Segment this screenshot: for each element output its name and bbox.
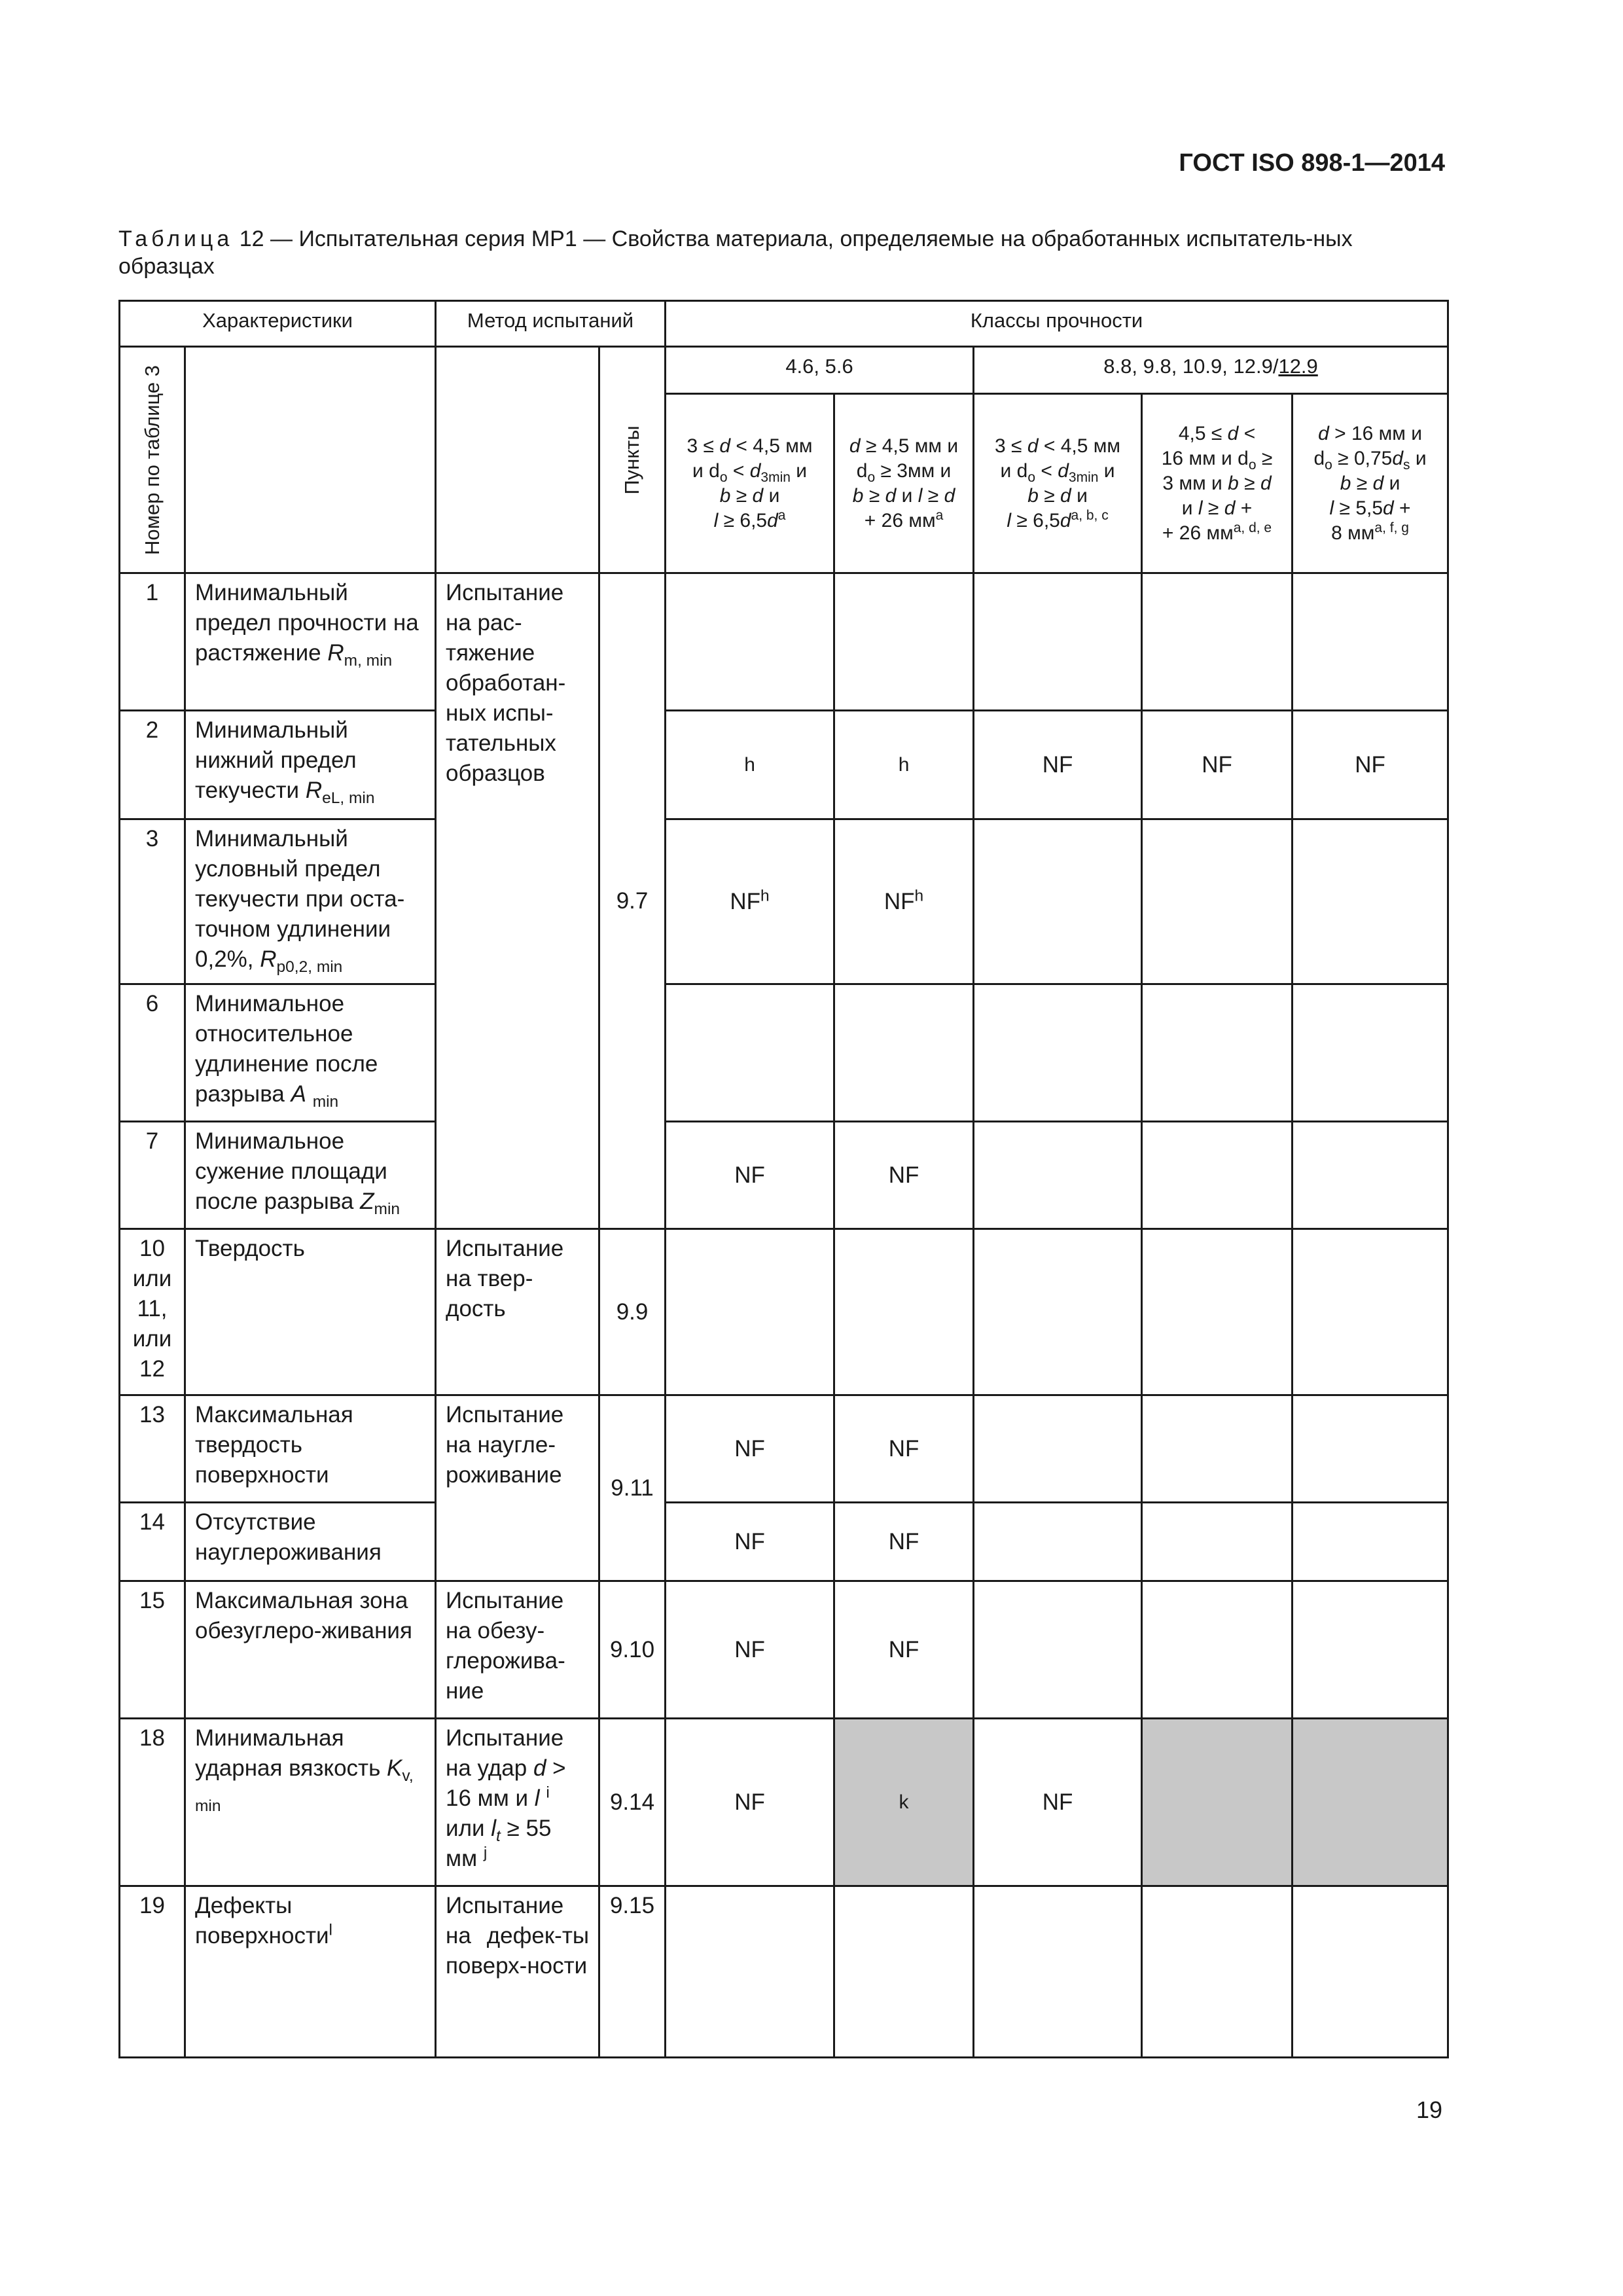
cell-empty — [1293, 1229, 1448, 1395]
row-characteristic: Минимальное сужение площади после разрыва $Z_{min}$ — [185, 1122, 436, 1229]
cell-empty — [1142, 1229, 1293, 1395]
cell-empty — [666, 573, 834, 711]
cell-empty — [666, 1886, 834, 2058]
cell-empty — [974, 1886, 1142, 2058]
cell-empty — [834, 1886, 974, 2058]
condition-3: 3 ≤ d < 4,5 мм и $d_о < d_{3min}$ и b ≥ d и $l \ge 6,5d^{a, b, c}$ — [974, 394, 1142, 573]
table-row — [120, 819, 1448, 984]
clause-decarburization: 9.10 — [599, 1581, 666, 1719]
header-test-method: Метод испытаний — [436, 301, 666, 347]
row-characteristic: Максимальная твердость поверхности — [185, 1395, 436, 1503]
cell-nf: NF — [1293, 711, 1448, 819]
table-caption — [118, 225, 1447, 280]
clause-hardness: 9.9 — [599, 1229, 666, 1395]
clause-impact: 9.14 — [599, 1719, 666, 1886]
cell-empty — [974, 819, 1142, 984]
table-row — [120, 1122, 1448, 1229]
group-2-underlined: 12.9 — [1278, 355, 1318, 378]
cell-empty — [834, 984, 974, 1122]
header-table3-number — [120, 347, 185, 573]
row-number: 15 — [120, 1581, 185, 1719]
cell-empty — [1293, 819, 1448, 984]
row-number: 13 — [120, 1395, 185, 1503]
cell-empty — [666, 1229, 834, 1395]
cell-nf: NF — [834, 1395, 974, 1503]
row-characteristic: Минимальное относительное удлинение после разрыва A $_{min}$ — [185, 984, 436, 1122]
row-number: 1 — [120, 573, 185, 711]
method-hardness: Испытание на твер-дость — [436, 1229, 599, 1395]
table-row — [120, 1581, 1448, 1719]
table-row — [120, 1886, 1448, 2058]
cell-empty — [974, 1581, 1142, 1719]
cell-empty — [1142, 1886, 1293, 2058]
cell-empty — [1293, 984, 1448, 1122]
group-2-label: 8.8, 9.8, 10.9, 12.9/ — [1103, 355, 1279, 378]
row-number: 2 — [120, 711, 185, 819]
table-row — [120, 984, 1448, 1122]
cell-empty — [1142, 573, 1293, 711]
condition-2: d ≥ 4,5 мм и $d_о \ge 3мм$ и b ≥ d и l ≥ d + 26 $мм^a$ — [834, 394, 974, 573]
cell-empty — [974, 1503, 1142, 1581]
cell-empty — [1142, 819, 1293, 984]
cell-nf: NF — [974, 1719, 1142, 1886]
cell-nf: NF — [834, 1503, 974, 1581]
method-tension: Испытание на рас-тяжение обработан-ных испы-тательных образцов — [436, 573, 599, 1229]
cell-empty — [1293, 1122, 1448, 1229]
cell-nf-h: $NF^h$ — [834, 819, 974, 984]
row-number: 10 или 11, или 12 — [120, 1229, 185, 1395]
method-defects: Испытание на дефек-ты поверх-ности — [436, 1886, 599, 2058]
header-group-1: 4.6, 5.6 — [666, 347, 974, 394]
cell-nf: NF — [666, 1719, 834, 1886]
cell-shaded — [1142, 1719, 1293, 1886]
cell-empty — [1142, 1581, 1293, 1719]
header-empty-2 — [436, 347, 599, 573]
cell-nf: NF — [666, 1122, 834, 1229]
row-characteristic: Дефекты поверхности$^l$ — [185, 1886, 436, 2058]
cell-empty — [834, 573, 974, 711]
cell-empty — [1293, 1503, 1448, 1581]
row-number: 19 — [120, 1886, 185, 2058]
clause-defects: 9.15 — [599, 1886, 666, 2058]
row-characteristic: Минимальный условный предел текучести при оста-точном удлинении 0,2%, $R_{p0,2, min}$ — [185, 819, 436, 984]
row-characteristic: Минимальная ударная вязкость $K_{v, min}$ — [185, 1719, 436, 1886]
header-group-2 — [974, 347, 1448, 394]
cell-nf: NF — [666, 1395, 834, 1503]
cell-empty — [1293, 1581, 1448, 1719]
row-characteristic: Минимальный предел прочности на растяжение $R_{m, min}$ — [185, 573, 436, 711]
method-carburization: Испытание на наугле-роживание — [436, 1395, 599, 1581]
cell-empty — [834, 1229, 974, 1395]
condition-4: 4,5 ≤ d < 16 мм и $d_о$ ≥ 3 мм и b ≥ d и l ≥ d + + 26 мм$^{a, d, e}$ — [1142, 394, 1293, 573]
clauses-label: Пункты — [620, 425, 644, 495]
method-decarburization: Испытание на обезу-глерожива-ние — [436, 1581, 599, 1719]
cell-shaded — [1293, 1719, 1448, 1886]
caption-text: 12 — Испытательная серия МР1 — Свойства материала, определяемые на обработанных испытатель-ных образцах — [118, 226, 1353, 279]
cell-empty — [1293, 1886, 1448, 2058]
cell-empty — [1142, 1395, 1293, 1503]
cell-h: h — [834, 711, 974, 819]
row-characteristic: Минимальный нижний предел текучести $R_{eL, min}$ — [185, 711, 436, 819]
table-row — [120, 1229, 1448, 1395]
condition-1: 3 ≤ d < 4,5 мм и $d_о < d_{3min}$ и b ≥ d и $l \ge 6,5d^a$ — [666, 394, 834, 573]
row-number: 3 — [120, 819, 185, 984]
cell-nf-h: $NF^h$ — [666, 819, 834, 984]
page-number: 19 — [1416, 2096, 1442, 2123]
header-clauses — [599, 347, 666, 573]
cell-nf: NF — [834, 1122, 974, 1229]
table-row — [120, 1503, 1448, 1581]
condition-5: d > 16 мм и $d_о \ge 0,75d_s$ и b ≥ d и l ≥ 5,5d + 8 мм$^{a, f, g}$ — [1293, 394, 1448, 573]
row-number: 14 — [120, 1503, 185, 1581]
cell-empty — [1142, 984, 1293, 1122]
header-characteristics: Характеристики — [120, 301, 436, 347]
material-properties-table — [118, 300, 1449, 2058]
cell-empty — [974, 573, 1142, 711]
standard-designation: ГОСТ ISO 898-1—2014 — [1179, 149, 1445, 177]
table-row — [120, 573, 1448, 711]
row-number: 18 — [120, 1719, 185, 1886]
cell-empty — [974, 1122, 1142, 1229]
cell-empty — [1142, 1122, 1293, 1229]
cell-nf: NF — [1142, 711, 1293, 819]
cell-empty — [666, 984, 834, 1122]
clause-tension: 9.7 — [599, 573, 666, 1229]
cell-nf: NF — [834, 1581, 974, 1719]
cell-empty — [974, 984, 1142, 1122]
method-impact: Испытание на удар d > 16 мм и l $^i$ или $l_t \ge 55$ мм $^j$ — [436, 1719, 599, 1886]
cell-k: k — [834, 1719, 974, 1886]
row-number: 7 — [120, 1122, 185, 1229]
caption-prefix: Таблица — [118, 226, 234, 251]
cell-nf: NF — [974, 711, 1142, 819]
table-row — [120, 1395, 1448, 1503]
cell-nf: NF — [666, 1581, 834, 1719]
row-characteristic: Твердость — [185, 1229, 436, 1395]
header-strength-classes: Классы прочности — [666, 301, 1448, 347]
cell-nf: NF — [666, 1503, 834, 1581]
cell-empty — [974, 1395, 1142, 1503]
cell-h: h — [666, 711, 834, 819]
cell-empty — [1142, 1503, 1293, 1581]
row-characteristic: Отсутствие науглероживания — [185, 1503, 436, 1581]
row-characteristic: Максимальная зона обезуглеро-живания — [185, 1581, 436, 1719]
table-row — [120, 711, 1448, 819]
clause-carburization: 9.11 — [599, 1395, 666, 1581]
header-empty-1 — [185, 347, 436, 573]
table3-number-label: Номер по таблице 3 — [140, 365, 164, 555]
row-number: 6 — [120, 984, 185, 1122]
table-row — [120, 1719, 1448, 1886]
cell-empty — [974, 1229, 1142, 1395]
cell-empty — [1293, 1395, 1448, 1503]
cell-empty — [1293, 573, 1448, 711]
